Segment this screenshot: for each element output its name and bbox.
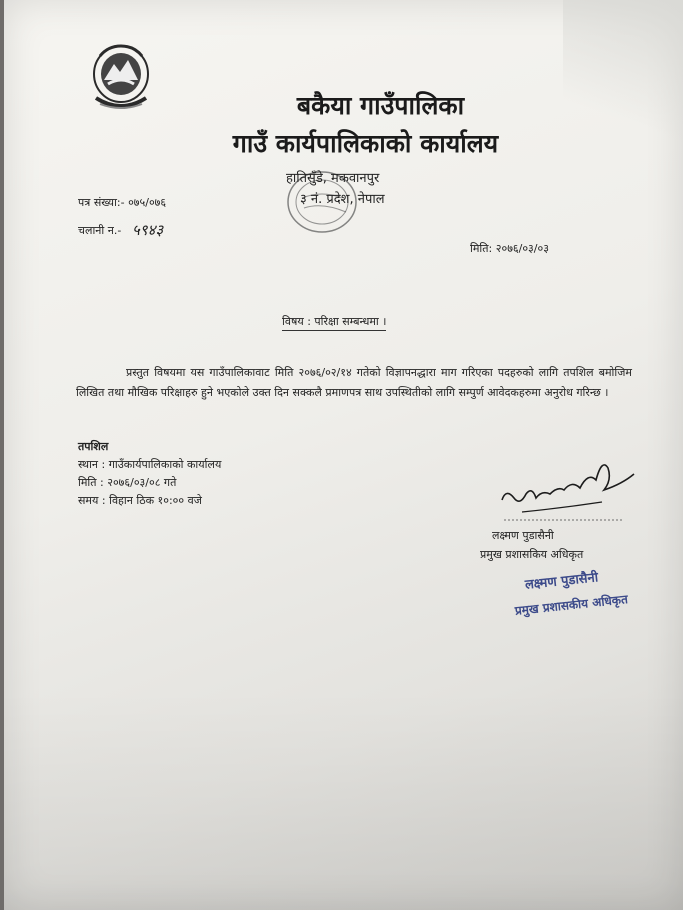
designation-stamp: प्रमुख प्रशासकीय अधिकृत [514, 592, 629, 618]
signature-icon [492, 450, 642, 540]
signatory-name: लक्ष्मण पुडासैनी [492, 529, 554, 542]
dispatch-number-label: चलानी न.- [78, 224, 122, 237]
detail-time: समय : विहान ठिक १०:०० वजे [78, 494, 202, 507]
organization-name: बकैया गाउँपालिका [296, 91, 465, 120]
dispatch-number: ५९४३ [132, 221, 164, 239]
details-heading: तपशिल [78, 440, 109, 453]
letter-date: मिति: २०७६/०३/०३ [470, 242, 549, 255]
detail-date: मिति : २०७६/०३/०८ गते [78, 476, 177, 489]
letter-number: पत्र संख्या:- ०७५/०७६ [78, 196, 167, 209]
letter-body: प्रस्तुत विषयमा यस गाउँपालिकावाट मिति २०७६/०२/१४ गतेको विज्ञापनद्धारा माग गरिएका पदहरुको लागि तपशिल बमोजिम लिखित तथा मौखिक परिक्षाहरु हुने भएकोले उक्त दिन सक्कलै प्रमाणपत्र साथ उपस्थितीको लागि सम्पुर्ण आवेदकहरुमा अनुरोध गरिन्छ । [76, 366, 632, 399]
page-shadow [4, 690, 683, 910]
address-line-1: हातिसुँडे, मकवानपुर [286, 171, 380, 186]
name-stamp: लक्ष्मण पुडासैनी [524, 570, 599, 593]
office-name: गाउँ कार्यपालिकाको कार्यालय [232, 129, 499, 158]
address-line-2: ३ नं. प्रदेश, नेपाल [300, 192, 385, 207]
subject-line: विषय : परिक्षा सम्बन्धमा । [282, 314, 386, 331]
detail-venue: स्थान : गाउँकार्यपालिकाको कार्यालय [78, 458, 222, 471]
letter-page [4, 0, 683, 910]
signatory-designation: प्रमुख प्रशासकिय अधिकृत [480, 548, 584, 561]
